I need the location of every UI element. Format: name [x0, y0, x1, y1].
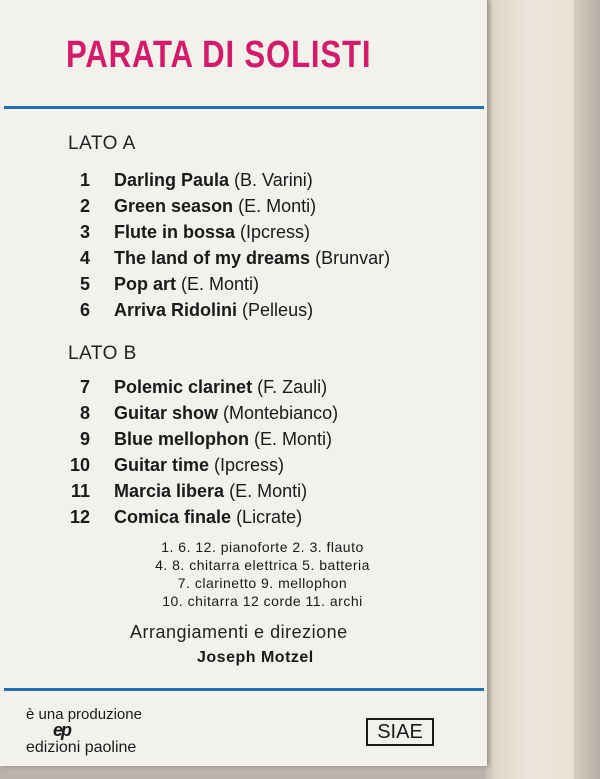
track-author: (E. Monti)	[254, 429, 333, 449]
ep-logo: ep	[53, 720, 71, 740]
track-number: 2	[79, 196, 90, 216]
track-number: 12	[69, 507, 90, 527]
track-author: (Pelleus)	[242, 300, 314, 320]
track-title: Flute in bossa	[114, 222, 236, 242]
track-author: (E. Monti)	[238, 196, 317, 216]
track-title: Green season	[114, 196, 234, 216]
track-title: Blue mellophon	[114, 429, 249, 449]
track-title: Arriva Ridolini	[114, 300, 238, 320]
track-number: 3	[79, 222, 90, 242]
track-title: Pop art	[114, 274, 177, 294]
credits-label: Arrangiamenti e direzione	[130, 622, 348, 642]
instrument-credits	[0, 538, 525, 610]
track-author: (E. Monti)	[181, 274, 260, 294]
track-number: 11	[70, 481, 90, 501]
production-note: è una produzione	[26, 706, 142, 723]
track-author: (Ipcress)	[214, 455, 285, 475]
track-title: Guitar show	[114, 403, 219, 423]
instrument-line: 1. 6. 12. pianoforte 2. 3. flauto	[161, 539, 364, 555]
instrument-line: 4. 8. chitarra elettrica 5. batteria	[155, 557, 370, 573]
track-title: Marcia libera	[114, 481, 225, 501]
instrument-line: 10. chitarra 12 corde 11. archi	[162, 593, 363, 609]
track-title: Polemic clarinet	[114, 377, 253, 397]
bottom-divider	[4, 688, 484, 691]
track-number: 7	[79, 377, 90, 397]
side-b-label: LATO B	[68, 343, 137, 364]
siae-badge: SIAE	[366, 718, 434, 746]
credits-name: Joseph Motzel	[197, 649, 314, 666]
track-author: (Brunvar)	[315, 248, 391, 268]
track-author: (B. Varini)	[234, 170, 313, 190]
track-number: 10	[69, 455, 90, 475]
track-number: 9	[79, 429, 90, 449]
track-number: 6	[79, 300, 90, 320]
track-author: (E. Monti)	[229, 481, 308, 501]
album-title: PARATA DI SOLISTI	[66, 34, 372, 76]
track-title: Comica finale	[114, 507, 232, 527]
track-title: The land of my dreams	[114, 248, 311, 268]
track-number: 4	[79, 248, 90, 268]
top-divider	[4, 106, 484, 109]
instrument-line: 7. clarinetto 9. mellophon	[177, 575, 348, 591]
track-title: Guitar time	[114, 455, 210, 475]
track-author: (Ipcress)	[240, 222, 311, 242]
track-author: (Montebianco)	[223, 403, 339, 423]
track-number: 8	[79, 403, 90, 423]
backdrop-edge	[574, 0, 600, 779]
side-a-label: LATO A	[68, 133, 136, 154]
track-author: (F. Zauli)	[257, 377, 328, 397]
track-author: (Licrate)	[236, 507, 303, 527]
track-number: 1	[79, 170, 90, 190]
track-title: Darling Paula	[114, 170, 230, 190]
backdrop	[485, 0, 600, 779]
track-number: 5	[79, 274, 90, 294]
record-label: edizioni paoline	[26, 739, 137, 756]
